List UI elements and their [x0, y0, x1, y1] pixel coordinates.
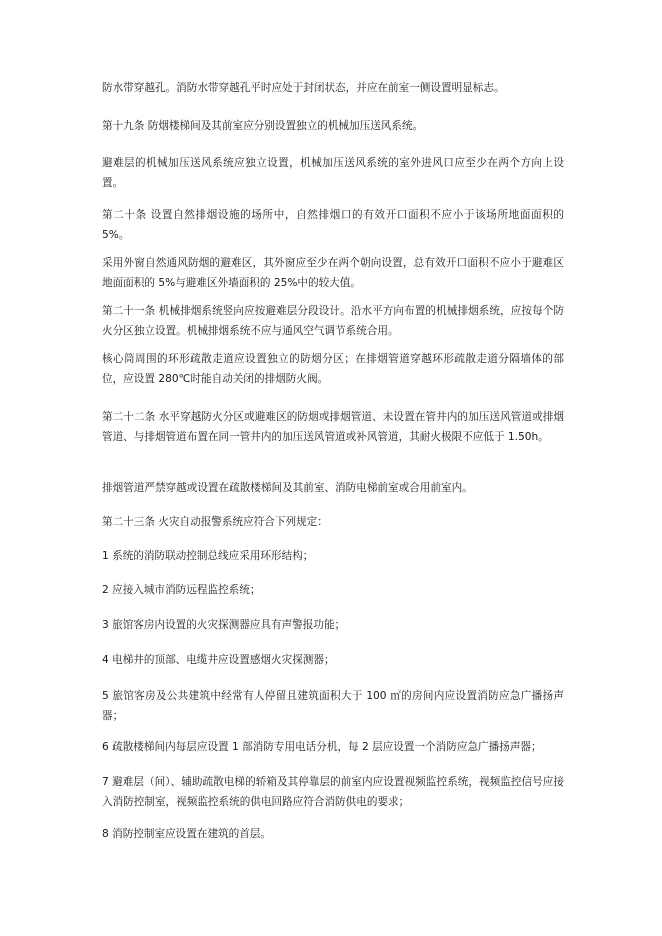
paragraph: 第二十条 设置自然排烟设施的场所中，自然排烟口的有效开口面积不应小于该场所地面面积的 5%。 — [102, 209, 564, 241]
paragraph: 核心筒周围的环形疏散走道应设置独立的防烟分区；在排烟管道穿越环形疏散走道分隔墙体的部位，应设置 280℃时能自动关闭的排烟防火阀。 — [102, 353, 564, 385]
paragraph: 第二十二条 水平穿越防火分区或避难区的防烟或排烟管道、未设置在管井内的加压送风管道或排烟管道、与排烟管道布置在同一管井内的加压送风管道或补风管道，其耐火极限不应低于 1.50h。 — [102, 411, 564, 443]
paragraph: 2 应接入城市消防远程监控系统； — [102, 584, 261, 596]
paragraph: 第二十一条 机械排烟系统竖向应按避难层分段设计。沿水平方向布置的机械排烟系统，应按每个防火分区独立设置。机械排烟系统不应与通风空气调节系统合用。 — [102, 305, 564, 337]
paragraph: 6 疏散楼梯间内每层应设置 1 部消防专用电话分机，每 2 层应设置一个消防应急广播扬声器； — [102, 741, 542, 753]
paragraph: 5 旅馆客房及公共建筑中经常有人停留且建筑面积大于 100 ㎡的房间内应设置消防应急广播扬声器； — [102, 690, 564, 722]
paragraph: 防水带穿越孔。消防水带穿越孔平时应处于封闭状态，并应在前室一侧设置明显标志。 — [102, 82, 505, 94]
paragraph: 4 电梯井的顶部、电缆井应设置感烟火灾探测器； — [102, 654, 335, 666]
paragraph: 排烟管道严禁穿越或设置在疏散楼梯间及其前室、消防电梯前室或合用前室内。 — [102, 482, 473, 494]
paragraph: 避难层的机械加压送风系统应独立设置，机械加压送风系统的室外进风口应至少在两个方向上设置。 — [102, 157, 564, 189]
paragraph: 8 消防控制室应设置在建筑的首层。 — [102, 828, 272, 840]
paragraph: 第二十三条 火灾自动报警系统应符合下列规定： — [102, 516, 328, 528]
paragraph: 采用外窗自然通风防烟的避难区，其外窗应至少在两个朝向设置，总有效开口面积不应小于避难区地面面积的 5%与避难区外墙面积的 25%中的较大值。 — [102, 257, 564, 289]
paragraph: 第十九条 防烟楼梯间及其前室应分别设置独立的机械加压送风系统。 — [102, 120, 424, 132]
paragraph: 1 系统的消防联动控制总线应采用环形结构； — [102, 550, 314, 562]
paragraph: 3 旅馆客房内设置的火灾探测器应具有声警报功能； — [102, 619, 346, 631]
paragraph: 7 避难层（间）、辅助疏散电梯的轿箱及其停靠层的前室内应设置视频监控系统，视频监控信号应接入消防控制室，视频监控系统的供电回路应符合消防供电的要求； — [102, 776, 564, 808]
